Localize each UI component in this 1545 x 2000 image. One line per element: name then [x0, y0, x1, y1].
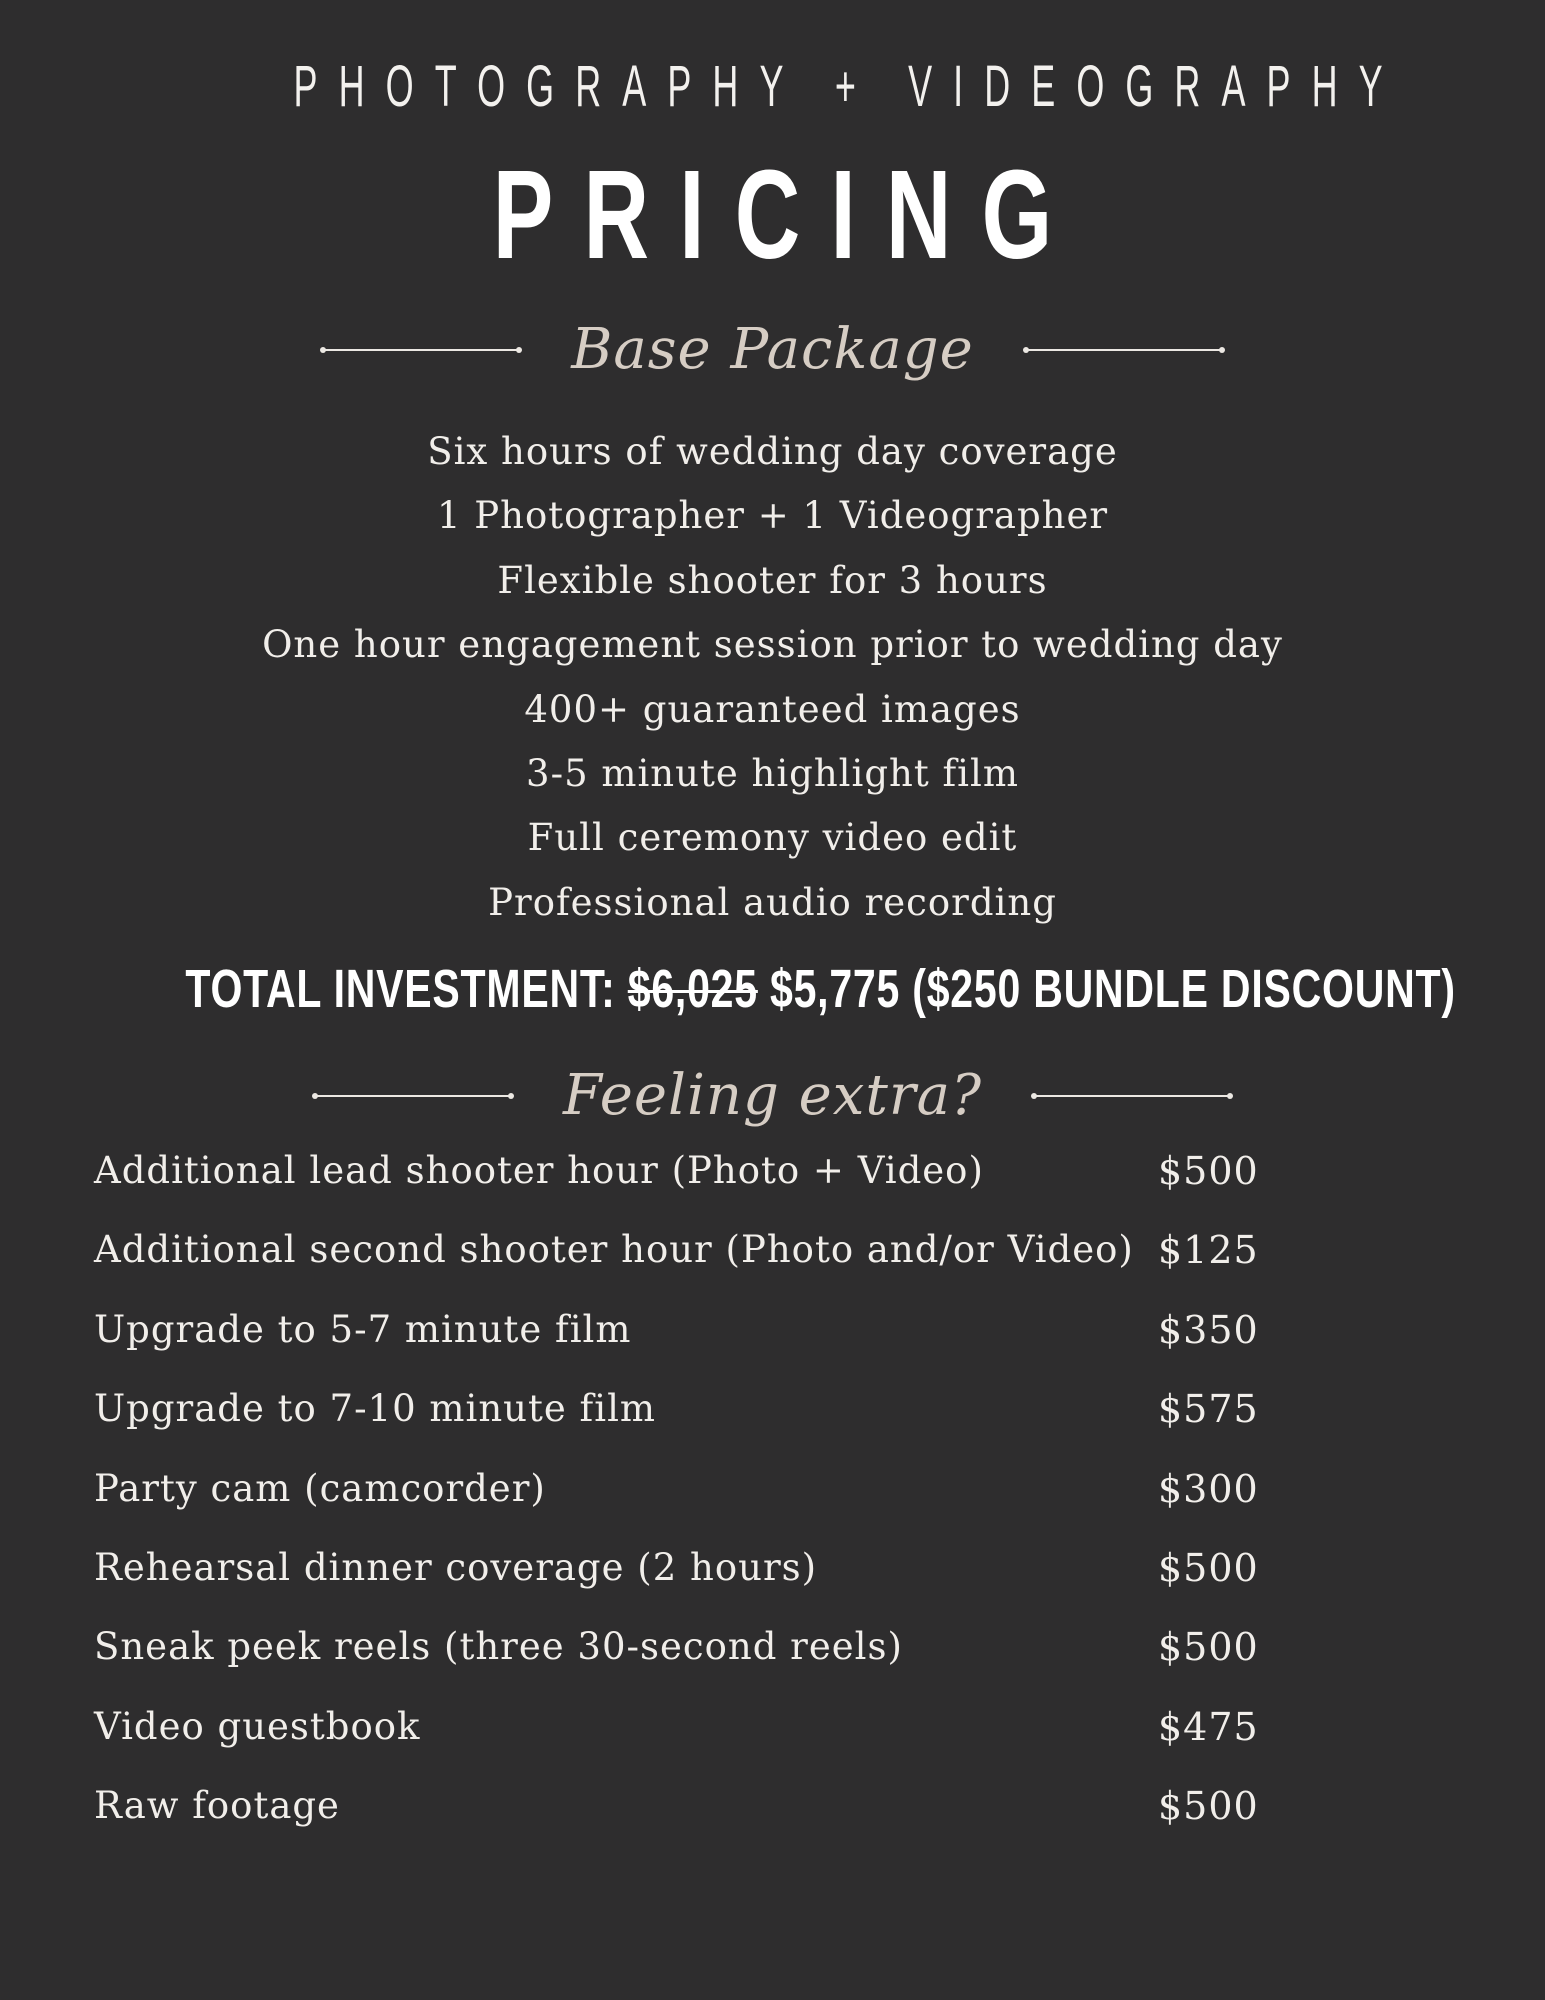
extras-heading: Feeling extra? [562, 1063, 982, 1128]
base-package-features [0, 420, 1545, 935]
feature-item: Full ceremony video edit [527, 816, 1018, 860]
addon-label: Additional lead shooter hour (Photo + Video) [94, 1149, 984, 1192]
divider-left [323, 349, 519, 351]
addon-price: $500 [1158, 1784, 1259, 1829]
total-investment [185, 959, 1456, 1019]
addon-label: Upgrade to 7-10 minute film [94, 1387, 656, 1431]
discounted-price: $5,775 [770, 959, 901, 1019]
addon-row [94, 1459, 1394, 1538]
feature-item: 400+ guaranteed images [524, 687, 1021, 731]
page-title: PRICING [492, 144, 1083, 285]
total-label: TOTAL INVESTMENT: [185, 959, 616, 1019]
discount-note: ($250 BUNDLE DISCOUNT) [912, 959, 1456, 1019]
addon-price: $350 [1158, 1307, 1259, 1352]
addon-label: Party cam (camcorder) [94, 1466, 546, 1510]
addon-price: $475 [1158, 1704, 1259, 1749]
divider-left [315, 1095, 511, 1097]
addon-list [94, 1141, 1394, 1856]
feature-item: One hour engagement session prior to wedding day [262, 623, 1283, 667]
addon-label: Additional second shooter hour (Photo and/or Video) [94, 1228, 1134, 1272]
addon-row [94, 1697, 1394, 1776]
addon-price: $575 [1158, 1387, 1259, 1432]
addon-row [94, 1617, 1394, 1696]
addon-label: Raw footage [94, 1784, 340, 1828]
addon-row [94, 1220, 1394, 1299]
addon-row [94, 1776, 1394, 1855]
page-kicker: PHOTOGRAPHY + VIDEOGRAPHY [293, 54, 1404, 119]
addon-label: Rehearsal dinner coverage (2 hours) [94, 1545, 818, 1589]
addon-price: $125 [1158, 1228, 1259, 1273]
addon-label: Video guestbook [94, 1704, 421, 1748]
feature-item: 3-5 minute highlight film [526, 752, 1019, 796]
feature-item: Flexible shooter for 3 hours [497, 558, 1048, 602]
feature-item: Six hours of wedding day coverage [427, 430, 1118, 473]
base-package-header [0, 317, 1545, 382]
divider-right [1034, 1095, 1230, 1097]
addon-label: Upgrade to 5-7 minute film [94, 1307, 632, 1351]
base-package-heading: Base Package [571, 317, 974, 382]
addon-price: $500 [1158, 1545, 1259, 1590]
addon-price: $500 [1158, 1625, 1259, 1670]
addon-price: $300 [1158, 1466, 1259, 1511]
addon-row [94, 1300, 1394, 1379]
addon-label: Sneak peek reels (three 30-second reels) [94, 1625, 903, 1669]
feature-item: Professional audio recording [488, 880, 1057, 924]
extras-header [0, 1063, 1545, 1128]
addon-row [94, 1141, 1394, 1220]
addon-row [94, 1538, 1394, 1617]
original-price: $6,025 [627, 959, 758, 1019]
addon-price: $500 [1158, 1149, 1259, 1193]
feature-item: 1 Photographer + 1 Videographer [436, 494, 1109, 538]
divider-right [1026, 349, 1222, 351]
addon-row [94, 1379, 1394, 1458]
